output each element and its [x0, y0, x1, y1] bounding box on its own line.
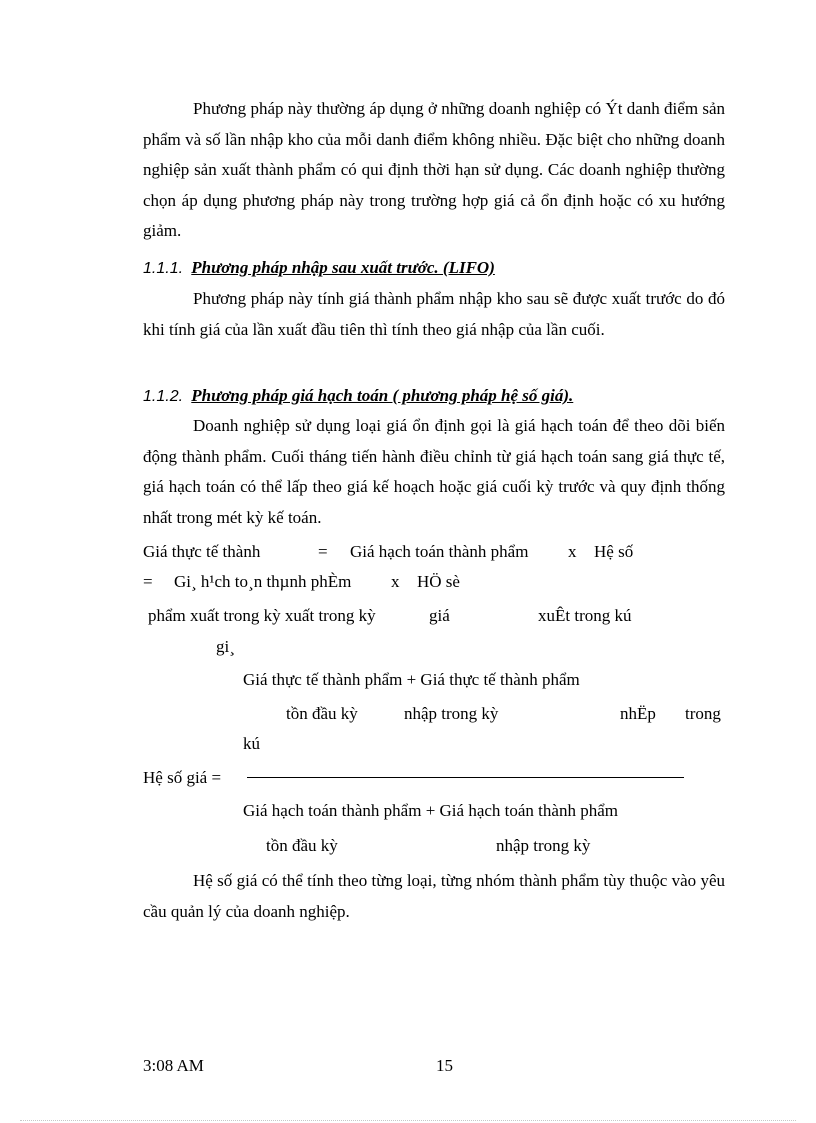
- paragraph-coefficient-note: Hệ số giá có thể tính theo từng loại, từng nhóm thành phẩm tùy thuộc vào yêu cầu quản lý của doanh nghiệp.: [143, 871, 725, 921]
- page-number: 15: [436, 1056, 453, 1075]
- formula-left-label: Giá thực tế thành: [143, 542, 261, 561]
- garbled-equals: =: [143, 572, 153, 591]
- garbled-right-term-continued: xuÊt trong kú: [538, 606, 632, 625]
- heading-title: Phương pháp giá hạch toán ( phương pháp hệ số giá).: [191, 386, 574, 405]
- formula-left-label-continued: phẩm xuất trong kỳ xuất trong kỳ: [148, 606, 376, 625]
- denominator-line: Giá hạch toán thành phẩm + Giá hạch toán thành phẩm: [243, 801, 618, 820]
- paragraph-accounting-price: Doanh nghiệp sử dụng loại giá ổn định gọi là giá hạch toán để theo dõi biến động thành phẩm. Cuối tháng tiến hành điều chỉnh từ giá hạch toán sang giá thực tế, giá hạch toán có thể lấp theo giá kế hoạch hoặc giá cuối kỳ trước và quy định thống nhất trong mét kỳ kế toán.: [143, 416, 725, 527]
- footer-time: 3:08 AM: [143, 1056, 204, 1075]
- paragraph-lifo-description: Phương pháp này tính giá thành phẩm nhập kho sau sẽ được xuất trước do đó khi tính giá của lần xuất đầu tiên thì tính theo giá nhập của lần cuối.: [143, 289, 725, 339]
- heading-number: 1.1.1.: [143, 260, 184, 277]
- formula-right-term: Hệ số: [594, 542, 634, 561]
- garbled-sub-2: trong: [685, 704, 721, 723]
- garbled-right-term: HÖ sè: [417, 572, 460, 591]
- denominator-sub-opening: tồn đầu kỳ: [266, 836, 338, 855]
- denominator-sub-imports: nhập trong kỳ: [496, 836, 591, 855]
- numerator-sub-opening: tồn đầu kỳ: [286, 704, 358, 723]
- garbled-sub-1: nhËp: [620, 704, 656, 723]
- page-border-line: [20, 1120, 796, 1121]
- heading-number: 1.1.2.: [143, 388, 184, 405]
- numerator-line: Giá thực tế thành phẩm + Giá thực tế thành phẩm: [243, 670, 580, 689]
- garbled-times: x: [391, 572, 400, 591]
- heading-accounting-price: [143, 385, 573, 408]
- heading-lifo: [143, 257, 495, 280]
- numerator-sub-imports: nhập trong kỳ: [404, 704, 499, 723]
- formula-equals: =: [318, 542, 328, 561]
- fraction-bar: [247, 777, 684, 778]
- garbled-right-term-end: gi¸: [216, 637, 235, 656]
- garbled-middle-term: Gi¸ h¹ch to¸n thµnh phÈm: [174, 572, 352, 591]
- price-coefficient-label: Hệ số giá =: [143, 768, 222, 787]
- formula-middle-term: Giá hạch toán thành phẩm: [350, 542, 529, 561]
- formula-right-term-continued: giá: [429, 606, 450, 625]
- paragraph-fifo-usage: Phương pháp này thường áp dụng ở những doanh nghiệp có Ýt danh điểm sản phẩm và số lần nhập kho của mỗi danh điểm không nhiều. Đặc biệt cho những doanh nghiệp sản xuất thành phẩm có qui định thời hạn sử dụng. Các doanh nghiệp thường chọn áp dụng phương pháp này trong trường hợp giá cả ổn định hoặc có xu hướng giảm.: [143, 99, 725, 240]
- formula-times: x: [568, 542, 577, 561]
- heading-title: Phương pháp nhập sau xuất trước. (LIFO): [191, 258, 495, 277]
- garbled-sub-3: kú: [243, 734, 260, 753]
